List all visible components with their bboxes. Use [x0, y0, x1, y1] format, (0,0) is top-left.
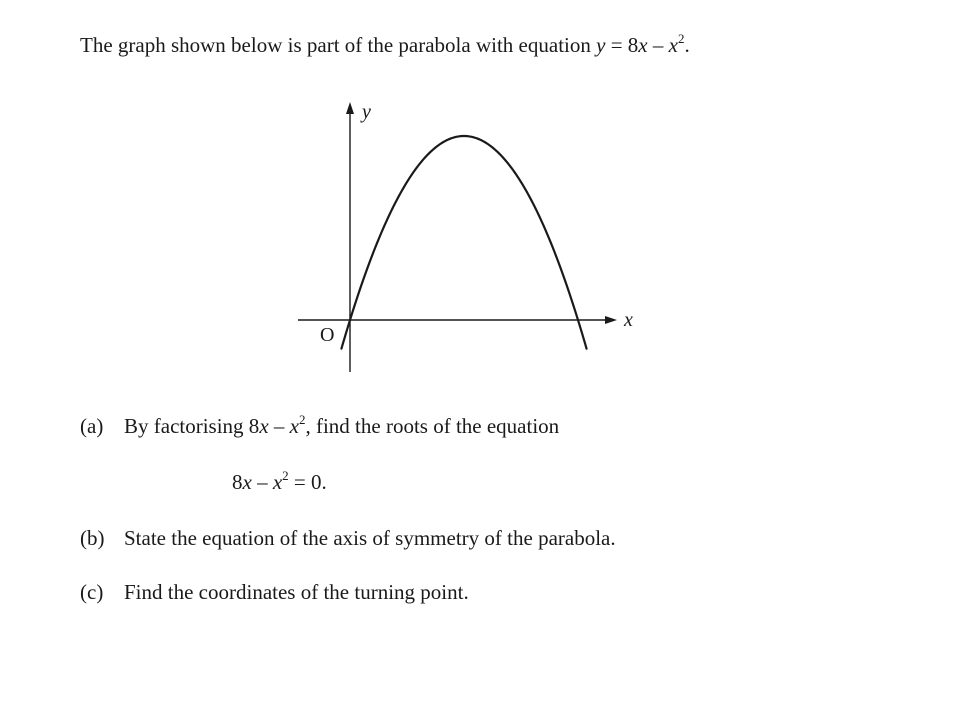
question-a: [80, 412, 560, 438]
y-axis-arrowhead: [346, 102, 354, 114]
question-a-text-before: By factorising 8: [124, 414, 260, 438]
origin-label: O: [320, 324, 335, 346]
question-a-equation: [232, 468, 327, 494]
intro-eq-minus: –: [647, 33, 669, 57]
question-a-x1: x: [259, 414, 269, 438]
intro-eq-power: 2: [677, 31, 685, 46]
question-a-x2: x: [289, 414, 299, 438]
question-b: [80, 528, 616, 549]
question-a-power: 2: [298, 412, 306, 427]
question-b-label: (b): [80, 526, 105, 550]
equation-minus: –: [251, 470, 273, 494]
question-c: [80, 582, 469, 603]
intro-eq-equals: = 8: [605, 33, 639, 57]
intro-eq-period: .: [684, 33, 690, 57]
x-axis-arrowhead: [605, 316, 617, 324]
intro-sentence: The graph shown below is part of the parabola with equation: [80, 33, 591, 57]
equation-x1: x: [242, 470, 252, 494]
equation-coefficient: 8: [232, 470, 243, 494]
parabola-curve: [341, 136, 586, 349]
equation-rhs: = 0.: [288, 470, 327, 494]
question-a-minus: –: [268, 414, 290, 438]
intro-eq-x2: x: [668, 33, 678, 57]
question-a-label: (a): [80, 414, 104, 438]
intro-eq-y: y: [596, 33, 606, 57]
question-c-text: Find the coordinates of the turning point.: [124, 580, 469, 604]
question-a-text-after: , find the roots of the equation: [305, 414, 560, 438]
question-b-text: State the equation of the axis of symmetry of the parabola.: [124, 526, 616, 550]
question-c-label: (c): [80, 580, 104, 604]
x-axis-label: x: [624, 309, 633, 331]
y-axis-label: y: [362, 101, 371, 123]
equation-x2: x: [272, 470, 283, 494]
intro-eq-x1: x: [638, 33, 648, 57]
equation-power: 2: [282, 468, 289, 483]
